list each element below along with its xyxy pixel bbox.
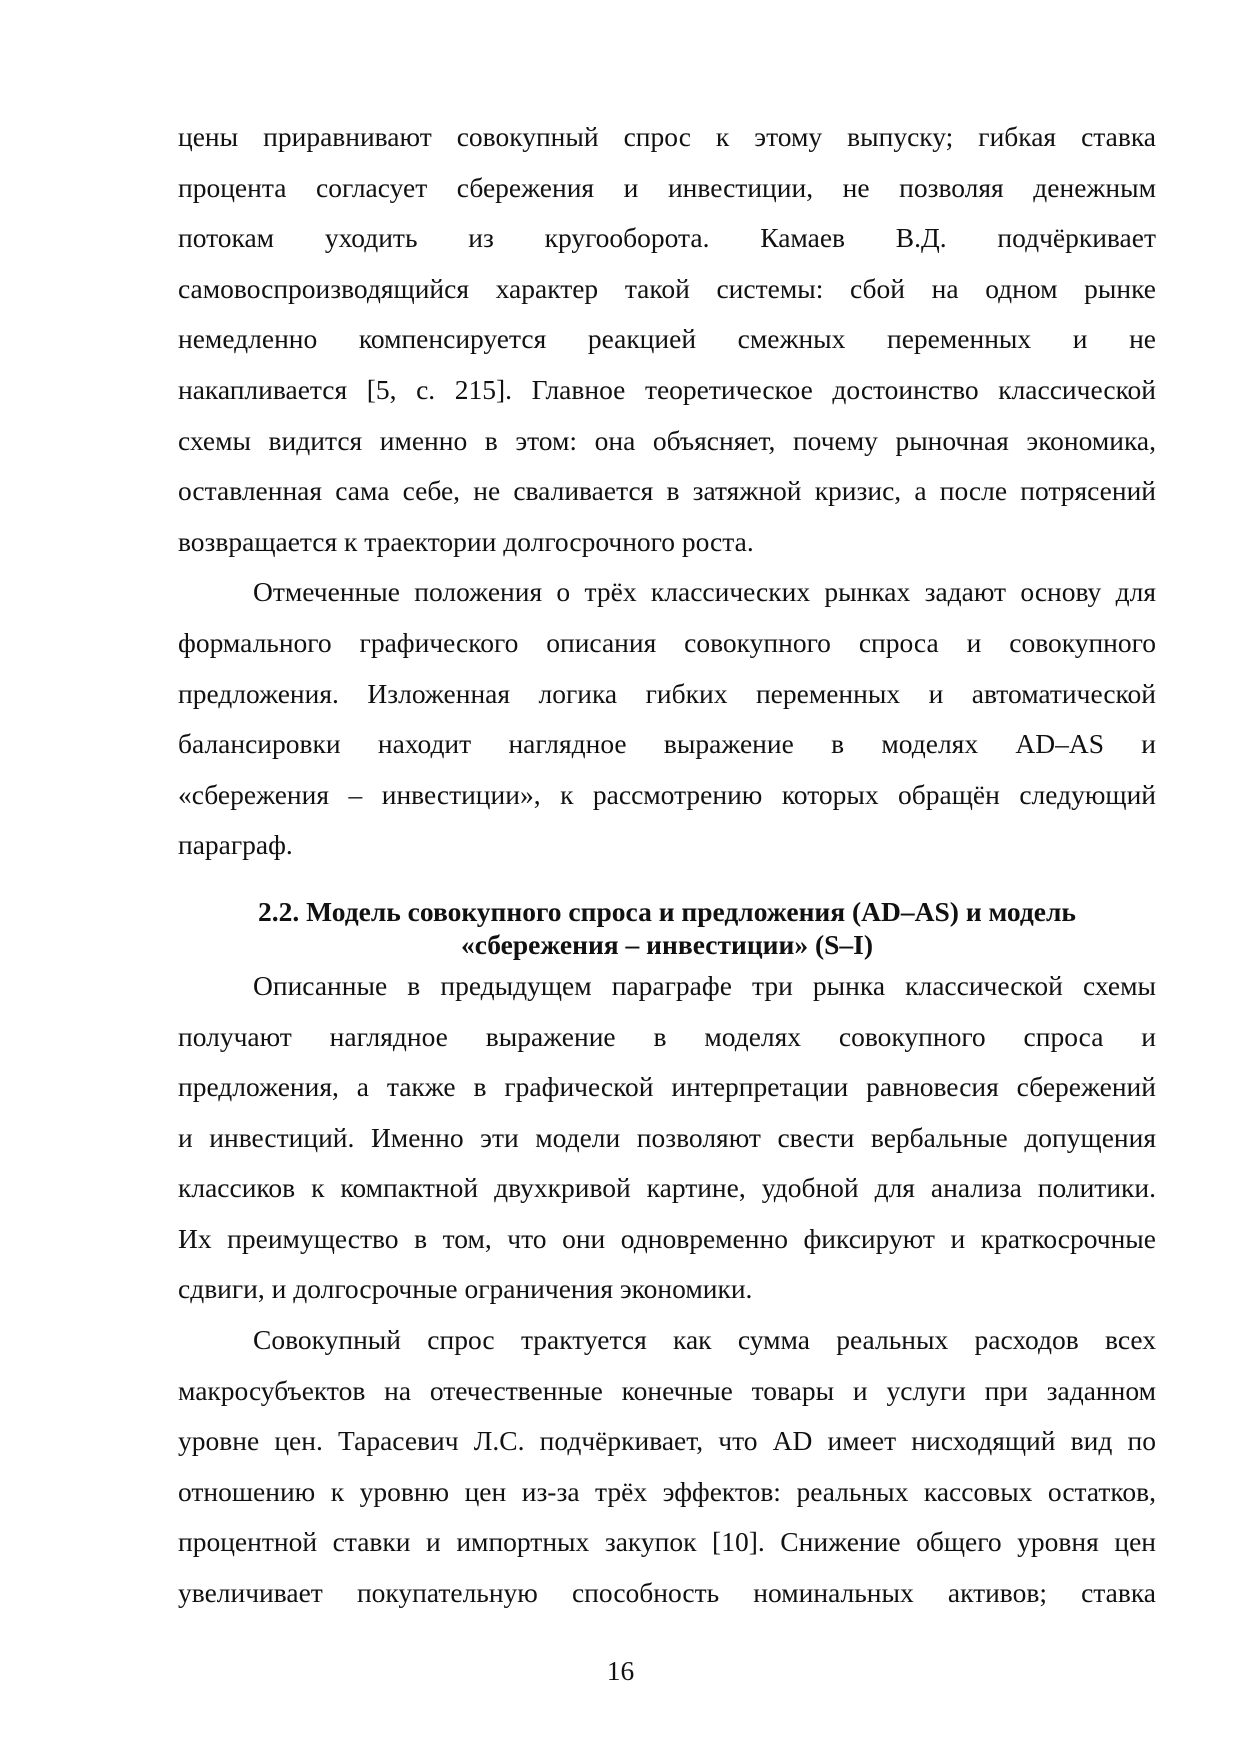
text-line: оставленная сама себе, не сваливается в затяжной кризис, а после потрясений bbox=[178, 475, 1156, 507]
section-heading bbox=[178, 895, 1156, 961]
text-line: параграф. bbox=[178, 829, 293, 861]
paragraph-continuation bbox=[178, 112, 1156, 567]
text-line: формального графического описания совокупного спроса и совокупного bbox=[178, 626, 1156, 658]
text-line: и инвестиций. Именно эти модели позволяют свести вербальные допущения bbox=[178, 1121, 1156, 1153]
text-line: накапливается [5, с. 215]. Главное теоретическое достоинство классической bbox=[178, 373, 1156, 405]
document-body bbox=[178, 112, 1156, 1619]
text-line: Описанные в предыдущем параграфе три рынка классической схемы bbox=[253, 969, 1156, 1001]
text-line: немедленно компенсируется реакцией смежных переменных и не bbox=[178, 323, 1156, 355]
text-line: самовоспроизводящийся характер такой системы: сбой на одном рынке bbox=[178, 272, 1156, 304]
heading-line: 2.2. Модель совокупного спроса и предложения (AD–AS) и модель bbox=[258, 895, 1076, 927]
text-line: предложения. Изложенная логика гибких переменных и автоматической bbox=[178, 677, 1156, 709]
text-line: предложения, а также в графической интерпретации равновесия сбережений bbox=[178, 1071, 1156, 1103]
text-line: уровне цен. Тарасевич Л.С. подчёркивает, что AD имеет нисходящий вид по bbox=[178, 1425, 1156, 1457]
text-line: «сбережения – инвестиции», к рассмотрению которых обращён следующий bbox=[178, 778, 1156, 810]
page-number: 16 bbox=[606, 1655, 635, 1686]
text-line: сдвиги, и долгосрочные ограничения экономики. bbox=[178, 1273, 753, 1305]
text-line: процента согласует сбережения и инвестиции, не позволяя денежным bbox=[178, 171, 1156, 203]
text-line: возвращается к траектории долгосрочного роста. bbox=[178, 525, 754, 557]
text-line: Отмеченные положения о трёх классических рынках задают основу для bbox=[253, 576, 1156, 608]
paragraph-aggregate-demand bbox=[178, 1315, 1156, 1619]
text-line: увеличивает покупательную способность номинальных активов; ставка bbox=[178, 1577, 1156, 1609]
text-line: Их преимущество в том, что они одновременно фиксируют и краткосрочные bbox=[178, 1222, 1156, 1254]
text-line: отношению к уровню цен из-за трёх эффектов: реальных кассовых остатков, bbox=[178, 1475, 1156, 1507]
text-line: цены приравнивают совокупный спрос к этому выпуску; гибкая ставка bbox=[178, 121, 1156, 152]
text-line: получают наглядное выражение в моделях совокупного спроса и bbox=[178, 1020, 1156, 1052]
text-line: потокам уходить из кругооборота. Камаев В.Д. подчёркивает bbox=[178, 222, 1156, 254]
text-line: балансировки находит наглядное выражение в моделях AD–AS и bbox=[178, 728, 1156, 760]
paragraph-models-intro bbox=[178, 961, 1156, 1315]
text-line: схемы видится именно в этом: она объясняет, почему рыночная экономика, bbox=[178, 424, 1156, 456]
text-line: классиков к компактной двухкривой картине, удобной для анализа политики. bbox=[178, 1172, 1156, 1204]
text-line: Совокупный спрос трактуется как сумма реальных расходов всех bbox=[253, 1324, 1156, 1356]
paragraph-transition bbox=[178, 567, 1156, 871]
heading-line: «сбережения – инвестиции» (S–I) bbox=[460, 928, 874, 960]
text-line: процентной ставки и импортных закупок [10]. Снижение общего уровня цен bbox=[178, 1526, 1156, 1558]
text-line: макросубъектов на отечественные конечные товары и услуги при заданном bbox=[178, 1374, 1156, 1406]
